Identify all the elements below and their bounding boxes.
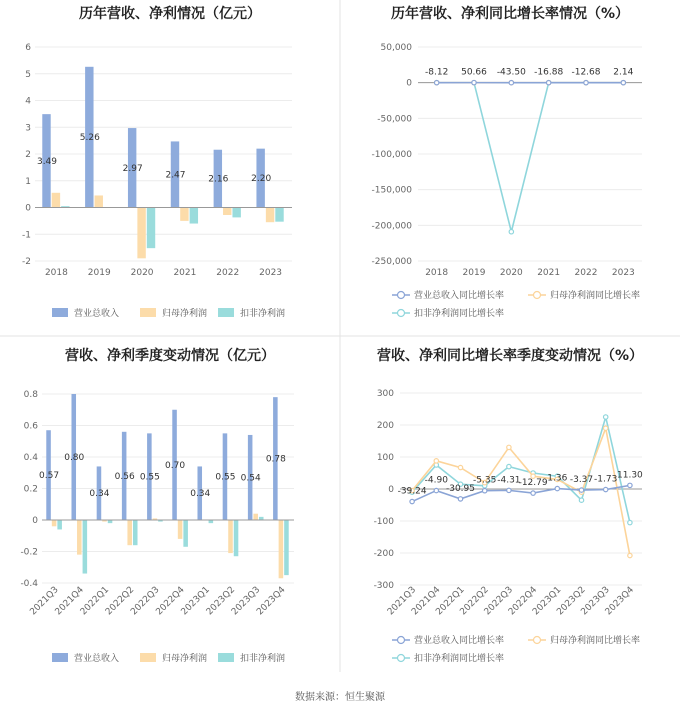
chart-3 <box>20 347 294 664</box>
y-tick-label: 1 <box>25 176 31 187</box>
x-tick-label: 2021Q4 <box>410 585 443 618</box>
x-tick-label: 2022Q3 <box>482 585 516 618</box>
x-tick-label: 2022 <box>216 268 240 278</box>
x-tick-label: 2019 <box>87 268 111 278</box>
x-tick-label: 2023Q2 <box>204 585 238 618</box>
x-tick-label: 2022Q2 <box>458 585 491 618</box>
legend-label: 扣非净利润 <box>240 654 286 664</box>
point-value-label: -4.90 <box>424 475 448 486</box>
point-value-label: 2.14 <box>613 67 634 78</box>
series-point-1 <box>410 499 414 503</box>
bar-3 <box>232 208 240 218</box>
y-tick-label: 2 <box>25 150 31 160</box>
series-point-3 <box>579 498 583 502</box>
x-tick-label: 2023Q1 <box>531 585 564 618</box>
series-point-1 <box>546 80 550 84</box>
series-point-3 <box>628 520 632 524</box>
bar-2 <box>279 520 284 578</box>
x-tick-label: 2023Q4 <box>603 585 637 618</box>
y-tick-label: -1 <box>22 230 31 241</box>
series-line-3 <box>437 83 624 232</box>
y-tick-label: 0 <box>32 516 38 526</box>
y-tick-label: -150,000 <box>371 185 412 196</box>
chart-2 <box>372 5 642 319</box>
series-point-2 <box>434 459 438 463</box>
x-tick-label: 2020 <box>499 268 523 278</box>
legend-swatch-marker <box>534 637 541 644</box>
bar-value-label: 0.78 <box>265 454 286 465</box>
bar-value-label: 0.34 <box>89 489 110 500</box>
legend-swatch-marker <box>534 292 541 299</box>
bar-value-label: 0.55 <box>215 472 236 483</box>
legend-swatch <box>52 308 68 317</box>
bar-2 <box>178 520 183 539</box>
y-tick-label: 0 <box>25 203 31 214</box>
series-point-3 <box>604 415 608 419</box>
series-point-3 <box>509 230 513 234</box>
bar-3 <box>234 520 239 556</box>
legend-label: 营业总收入同比增长率 <box>414 636 505 646</box>
bar-value-label: 0.56 <box>114 471 135 482</box>
y-tick-label: 0 <box>388 485 394 495</box>
x-tick-label: 2019 <box>462 268 486 278</box>
bar-value-label: 0.70 <box>165 460 186 471</box>
point-value-label: -12.79 <box>518 478 548 489</box>
y-tick-label: 200 <box>376 421 394 431</box>
point-value-label: -5.35 <box>473 475 497 486</box>
bar-value-label: 2.16 <box>208 174 229 185</box>
legend-swatch <box>218 653 234 662</box>
y-tick-label: 4 <box>25 96 31 107</box>
x-tick-label: 2023 <box>259 268 283 278</box>
bar-3 <box>183 520 188 547</box>
y-tick-label: -2 <box>22 257 31 267</box>
legend-label: 营业总收入 <box>74 309 120 319</box>
x-tick-label: 2021Q3 <box>385 585 419 618</box>
legend-swatch <box>140 308 156 317</box>
x-tick-label: 2022Q1 <box>434 585 467 618</box>
series-point-1 <box>628 483 632 487</box>
bar-value-label: 2.20 <box>251 174 272 185</box>
point-value-label: -1.73 <box>594 474 618 485</box>
chart-title: 历年营收、净利情况（亿元） <box>79 6 261 22</box>
source-label: 数据来源：恒生聚源 <box>295 692 385 703</box>
legend-label: 归母净利润 <box>162 309 208 319</box>
chart-4 <box>374 347 643 664</box>
point-value-label: -30.95 <box>445 483 476 494</box>
bar-3 <box>275 208 283 222</box>
bar-2 <box>266 208 274 223</box>
x-tick-label: 2022Q2 <box>103 585 137 618</box>
bar-2 <box>77 520 82 555</box>
bar-value-label: 0.34 <box>190 489 211 500</box>
series-point-1 <box>584 80 588 84</box>
bar-value-label: 2.97 <box>122 163 143 174</box>
y-tick-label: -250,000 <box>371 257 412 267</box>
legend-swatch <box>52 653 68 662</box>
y-tick-label: -100,000 <box>371 150 412 160</box>
y-tick-label: 0.2 <box>23 484 38 495</box>
bar-3 <box>133 520 138 545</box>
chart-1 <box>22 5 292 319</box>
series-point-1 <box>555 486 559 490</box>
legend-swatch <box>218 308 234 317</box>
bar-value-label: 5.26 <box>79 133 100 144</box>
legend-label: 归母净利润 <box>162 654 208 664</box>
bar-value-label: 3.49 <box>36 156 58 167</box>
y-tick-label: 0 <box>406 78 412 89</box>
point-value-label: -43.50 <box>496 67 526 78</box>
y-tick-label: -50,000 <box>377 114 412 125</box>
series-point-1 <box>434 488 438 492</box>
bar-value-label: 0.55 <box>139 472 160 483</box>
point-value-label: 50.66 <box>461 67 487 78</box>
bar-value-label: 0.57 <box>39 471 60 482</box>
legend-swatch-marker <box>398 655 405 662</box>
y-tick-label: 0.8 <box>23 390 38 400</box>
x-tick-label: 2021Q3 <box>28 585 61 618</box>
bar-3 <box>190 208 198 224</box>
x-tick-label: 2023Q2 <box>555 585 588 618</box>
x-tick-label: 2023Q3 <box>579 585 612 618</box>
x-tick-label: 2021 <box>173 268 197 278</box>
bar-2 <box>95 195 103 207</box>
y-tick-label: 50,000 <box>380 43 412 53</box>
bar-2 <box>52 193 60 208</box>
x-tick-label: 2022 <box>574 268 598 278</box>
series-point-2 <box>507 445 511 449</box>
y-tick-label: -0.4 <box>20 579 38 589</box>
x-tick-label: 2020 <box>130 268 154 278</box>
y-tick-label: 3 <box>25 123 31 134</box>
legend-label: 营业总收入同比增长率 <box>414 291 505 301</box>
x-tick-label: 2022Q4 <box>154 585 187 618</box>
legend-swatch <box>140 653 156 662</box>
point-value-label: -16.88 <box>534 67 564 78</box>
series-point-2 <box>628 553 632 557</box>
y-tick-label: 0.4 <box>23 453 38 463</box>
chart-title: 历年营收、净利同比增长率情况（%） <box>390 6 630 22</box>
legend-label: 营业总收入 <box>74 654 120 664</box>
y-tick-label: -0.2 <box>20 547 38 558</box>
bar-3 <box>284 520 289 575</box>
series-point-1 <box>621 80 625 84</box>
point-value-label: -4.31 <box>497 475 521 486</box>
chart-title: 营收、净利同比增长率季度变动情况（%） <box>376 348 644 364</box>
bar-2 <box>180 208 188 221</box>
bar-3 <box>147 208 155 249</box>
bar-2 <box>228 520 233 553</box>
y-tick-label: -300 <box>373 581 394 591</box>
series-point-1 <box>509 80 513 84</box>
bar-2 <box>52 520 57 526</box>
legend-label: 扣非净利润 <box>240 309 286 319</box>
y-tick-label: 300 <box>376 389 394 399</box>
series-point-1 <box>531 491 535 495</box>
bar-value-label: 0.80 <box>64 453 85 463</box>
y-tick-label: 5 <box>25 69 31 80</box>
y-tick-label: -200 <box>373 549 394 559</box>
series-point-2 <box>604 426 608 430</box>
bar-2 <box>223 208 231 215</box>
series-line-3 <box>412 417 630 523</box>
series-point-1 <box>434 80 438 84</box>
legend-swatch-marker <box>398 292 405 299</box>
x-tick-label: 2018 <box>425 268 449 278</box>
x-tick-label: 2021 <box>537 268 561 278</box>
series-point-1 <box>458 497 462 501</box>
bar-3 <box>57 520 62 529</box>
series-point-1 <box>604 487 608 491</box>
x-tick-label: 2023Q4 <box>255 585 288 618</box>
point-value-label: 1.36 <box>547 473 568 484</box>
legend-label: 扣非净利润同比增长率 <box>414 309 505 319</box>
series-point-1 <box>483 489 487 493</box>
x-tick-label: 2022Q1 <box>78 585 112 618</box>
point-value-label: -8.12 <box>425 67 449 78</box>
bar-2 <box>137 208 145 259</box>
series-point-1 <box>472 80 476 84</box>
point-value-label: -3.37 <box>569 475 594 486</box>
legend-label: 归母净利润同比增长率 <box>550 291 641 301</box>
y-tick-label: -100 <box>373 517 394 527</box>
series-point-1 <box>507 488 511 492</box>
x-tick-label: 2022Q3 <box>129 585 162 618</box>
bar-value-label: 0.54 <box>240 473 261 484</box>
y-tick-label: 0.6 <box>23 421 38 432</box>
legend-swatch-marker <box>398 637 405 644</box>
point-value-label: 11.30 <box>617 470 643 481</box>
x-tick-label: 2023Q3 <box>229 585 263 618</box>
x-tick-label: 2023 <box>611 268 635 278</box>
x-tick-label: 2018 <box>44 268 68 278</box>
y-tick-label: 100 <box>376 453 394 463</box>
series-point-1 <box>579 488 583 492</box>
legend-label: 归母净利润同比增长率 <box>550 636 641 646</box>
point-value-label: -12.68 <box>571 67 601 78</box>
x-tick-label: 2021Q4 <box>53 585 86 618</box>
bar-3 <box>83 520 88 574</box>
series-point-2 <box>458 465 462 469</box>
legend-label: 扣非净利润同比增长率 <box>414 654 505 664</box>
legend-swatch-marker <box>398 310 405 317</box>
chart-title: 营收、净利季度变动情况（亿元） <box>65 348 275 364</box>
bar-2 <box>127 520 132 545</box>
point-value-label: -39.24 <box>397 486 427 497</box>
bar-2 <box>253 514 258 520</box>
y-tick-label: -200,000 <box>371 221 412 232</box>
x-tick-label: 2023Q1 <box>179 585 212 618</box>
bar-value-label: 2.47 <box>165 170 186 181</box>
series-point-3 <box>507 464 511 468</box>
y-tick-label: 6 <box>25 43 31 53</box>
x-tick-label: 2022Q4 <box>506 585 540 618</box>
